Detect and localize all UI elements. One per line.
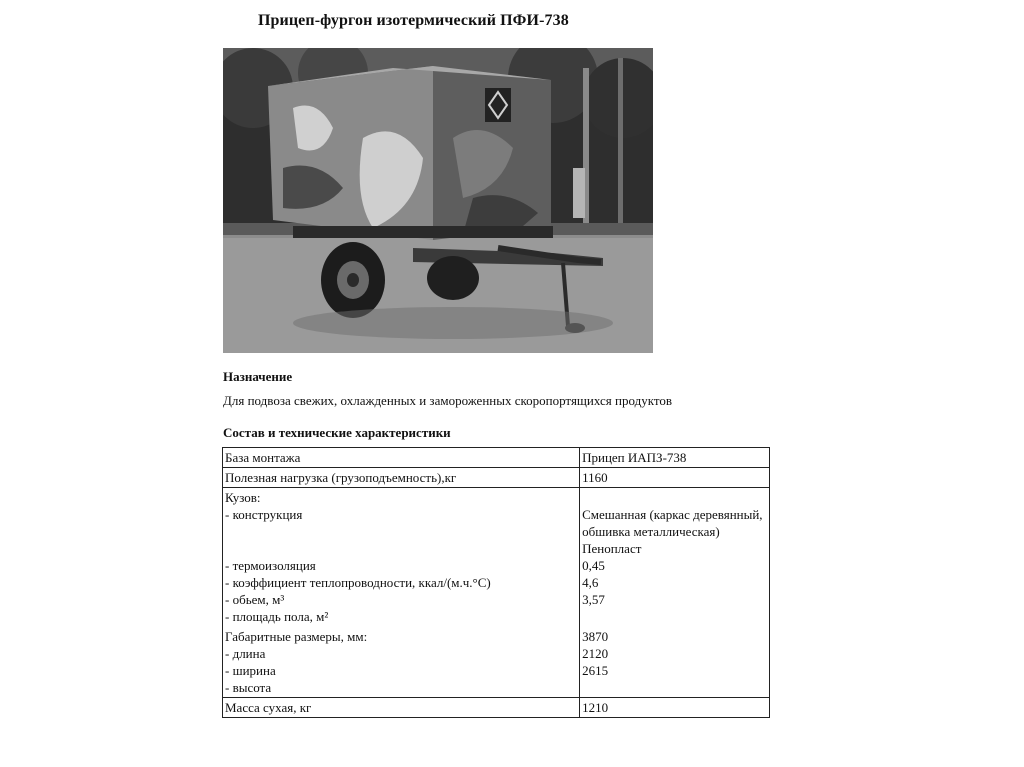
payload-value: 1160	[580, 468, 770, 488]
length-label: - длина	[225, 646, 266, 661]
conductivity-label: - коэффициент теплопроводности, ккал/(м.ч.°С)	[225, 575, 491, 590]
specs-heading: Состав и технические характеристики	[223, 425, 451, 440]
construction-label: - конструкция	[225, 507, 303, 522]
volume-label: - обьем, м³	[225, 592, 285, 607]
dimensions-heading: Габаритные размеры, мм:	[225, 629, 368, 644]
insulation-label: - термоизоляция	[225, 558, 316, 573]
base-label: База монтажа	[223, 448, 580, 468]
table-row	[223, 468, 770, 488]
table-row	[223, 448, 770, 468]
height-label: - высота	[225, 680, 272, 695]
volume-value: 4,6	[582, 575, 599, 590]
height-value: 2615	[582, 663, 609, 678]
purpose-heading: Назначение	[223, 369, 293, 384]
floor-area-label: - площадь пола, м²	[225, 609, 329, 624]
purpose-text: Для подвоза свежих, охлажденных и замороженных скоропортящихся продуктов	[223, 393, 673, 408]
body-heading: Кузов:	[225, 490, 261, 505]
insulation-value: Пенопласт	[582, 541, 642, 556]
payload-label: Полезная нагрузка (грузоподъемность),кг	[223, 468, 580, 488]
table-row	[223, 698, 770, 718]
width-label: - ширина	[225, 663, 276, 678]
construction-value: Смешанная (каркас деревянный, обшивка металлическая)	[582, 507, 763, 539]
body-and-dimensions-labels	[223, 488, 580, 698]
width-value: 2120	[582, 646, 609, 661]
dry-mass-label: Масса сухая, кг	[223, 698, 580, 718]
conductivity-value: 0,45	[582, 558, 605, 573]
floor-area-value: 3,57	[582, 592, 605, 607]
length-value: 3870	[582, 629, 609, 644]
trailer-photo	[223, 48, 653, 353]
body-and-dimensions-values	[580, 488, 770, 698]
base-value: Прицеп ИАПЗ-738	[580, 448, 770, 468]
specs-table	[222, 447, 770, 718]
dry-mass-value: 1210	[580, 698, 770, 718]
page-title: Прицеп-фургон изотермический ПФИ-738	[258, 12, 569, 29]
table-row	[223, 488, 770, 698]
